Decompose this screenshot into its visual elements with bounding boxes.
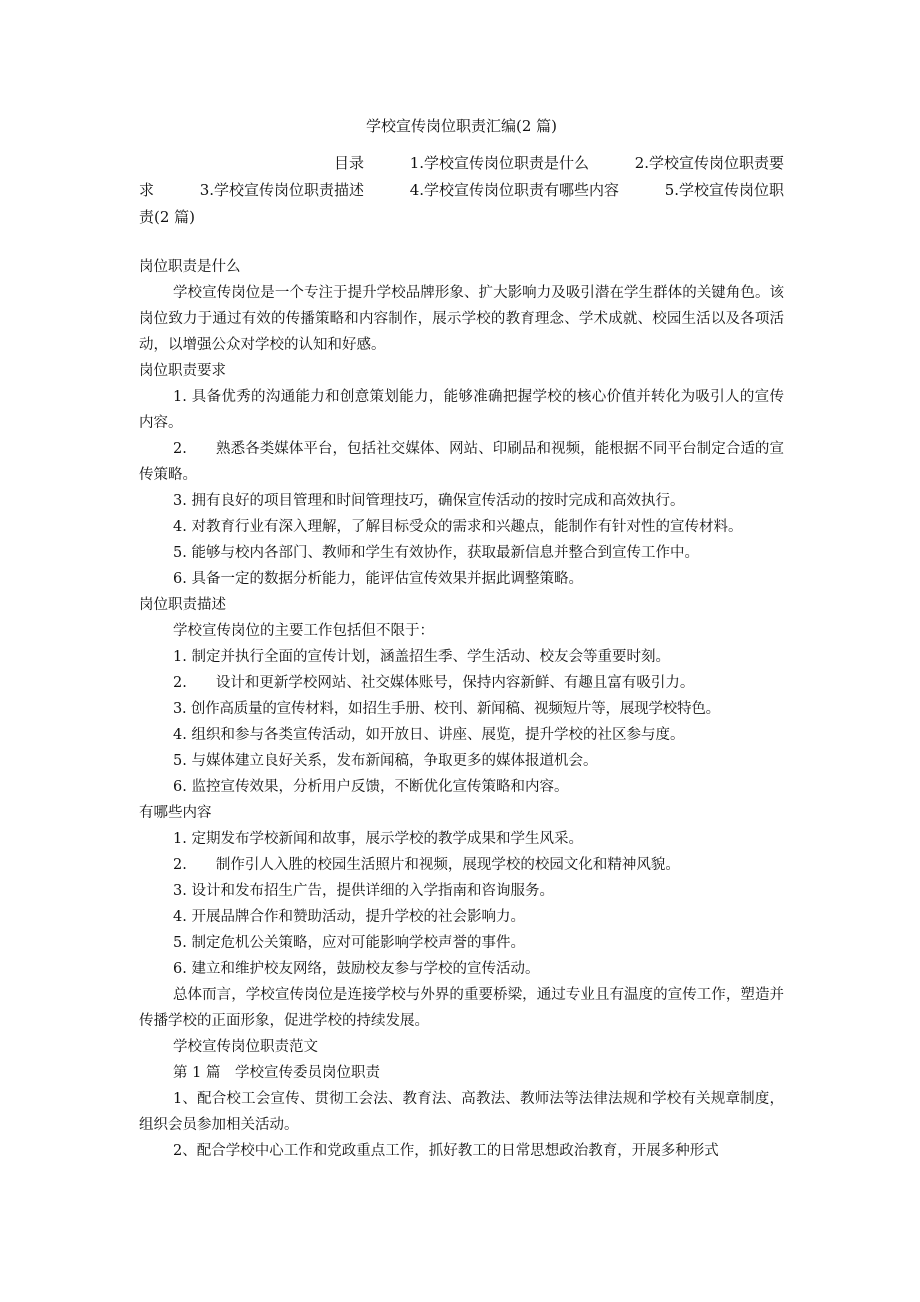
list-item: 5. 能够与校内各部门、教师和学生有效协作，获取最新信息并整合到宣传工作中。 (173, 545, 699, 561)
list-item: 4. 对教育行业有深入理解，了解目标受众的需求和兴趣点，能制作有针对性的宣传材料。 (173, 519, 743, 535)
toc-item-5[interactable]: 5.学校宣传岗位职 (664, 181, 784, 199)
toc-item-2-cont[interactable]: 求 (139, 181, 155, 199)
section-heading-description: 岗位职责描述 (139, 597, 226, 613)
list-item: 4. 组织和参与各类宣传活动，如开放日、讲座、展览，提升学校的社区参与度。 (173, 727, 685, 743)
list-item: 1、配合校工会宣传、贯彻工会法、教育法、高教法、教师法等法律法规和学校有关规章制度，组织会员参加相关活动。 (139, 1091, 784, 1133)
table-of-contents (139, 150, 784, 231)
list-item: 1. 定期发布学校新闻和故事，展示学校的教学成果和学生风采。 (173, 831, 583, 847)
list-item: 2. 制作引人入胜的校园生活照片和视频，展现学校的校园文化和精神风貌。 (173, 857, 680, 873)
section-heading-contents: 有哪些内容 (139, 805, 212, 821)
list-item: 3. 拥有良好的项目管理和时间管理技巧，确保宣传活动的按时完成和高效执行。 (173, 493, 685, 509)
list-item: 6. 建立和维护校友网络，鼓励校友参与学校的宣传活动。 (173, 961, 540, 977)
document-body (139, 254, 784, 1164)
document-title: 学校宣传岗位职责汇编(2 篇) (365, 117, 558, 135)
list-item: 2. 熟悉各类媒体平台，包括社交媒体、网站、印刷品和视频，能根据不同平台制定合适的宣传策略。 (139, 441, 784, 483)
toc-item-4[interactable]: 4.学校宣传岗位职责有哪些内容 (409, 181, 620, 199)
section-heading-sample: 学校宣传岗位职责范文 (173, 1039, 318, 1055)
list-item: 5. 制定危机公关策略，应对可能影响学校声誉的事件。 (173, 935, 525, 951)
section-heading-what: 岗位职责是什么 (139, 259, 241, 275)
list-item: 3. 设计和发布招生广告，提供详细的入学指南和咨询服务。 (173, 883, 554, 899)
list-item: 6. 具备一定的数据分析能力，能评估宣传效果并据此调整策略。 (173, 571, 583, 587)
list-item: 2. 设计和更新学校网站、社交媒体账号，保持内容新鲜、有趣且富有吸引力。 (173, 675, 695, 691)
toc-row-2 (139, 177, 784, 204)
section-summary: 总体而言，学校宣传岗位是连接学校与外界的重要桥梁，通过专业且有温度的宣传工作，塑造并传播学校的正面形象，促进学校的持续发展。 (139, 987, 784, 1029)
list-item: 4. 开展品牌合作和赞助活动，提升学校的社会影响力。 (173, 909, 525, 925)
list-item: 3. 创作高质量的宣传材料，如招生手册、校刊、新闻稿、视频短片等，展现学校特色。 (173, 701, 720, 717)
toc-item-5-cont[interactable]: 责(2 篇) (139, 208, 196, 226)
toc-row-3 (139, 204, 784, 231)
toc-item-1[interactable]: 1.学校宣传岗位职责是什么 (409, 154, 590, 172)
toc-row-1 (139, 150, 784, 177)
list-item: 2、配合学校中心工作和党政重点工作，抓好教工的日常思想政治教育，开展多种形式 (173, 1143, 719, 1159)
list-item: 1. 具备优秀的沟通能力和创意策划能力，能够准确把握学校的核心价值并转化为吸引人的宣传内容。 (139, 389, 784, 431)
list-item: 5. 与媒体建立良好关系，发布新闻稿，争取更多的媒体报道机会。 (173, 753, 598, 769)
list-item: 6. 监控宣传效果，分析用户反馈，不断优化宣传策略和内容。 (173, 779, 569, 795)
subsection-heading: 第 1 篇 学校宣传委员岗位职责 (173, 1065, 380, 1081)
toc-label: 目录 (334, 154, 365, 172)
toc-item-2[interactable]: 2.学校宣传岗位职责要 (634, 154, 784, 172)
section-intro-description: 学校宣传岗位的主要工作包括但不限于： (173, 623, 434, 639)
toc-item-3[interactable]: 3.学校宣传岗位职责描述 (199, 181, 365, 199)
list-item: 1. 制定并执行全面的宣传计划，涵盖招生季、学生活动、校友会等重要时刻。 (173, 649, 670, 665)
section-paragraph-what: 学校宣传岗位是一个专注于提升学校品牌形象、扩大影响力及吸引潜在学生群体的关键角色。该岗位致力于通过有效的传播策略和内容制作，展示学校的教育理念、学术成就、校园生活以及各项活动，以增强公众对学校的认知和好感。 (139, 285, 784, 353)
section-heading-requirements: 岗位职责要求 (139, 363, 226, 379)
